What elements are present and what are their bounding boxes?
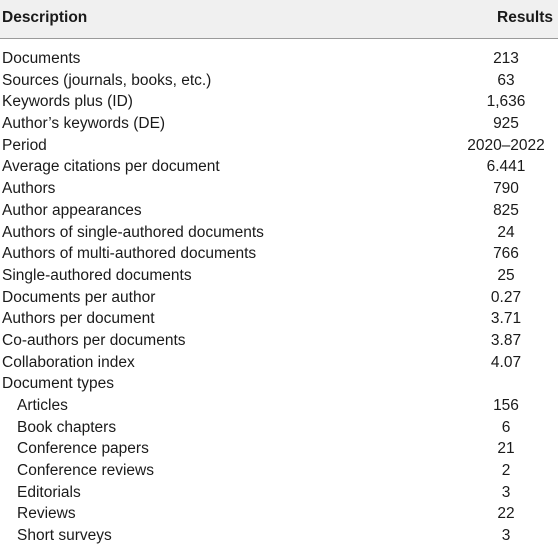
row-description: Authors of single-authored documents	[2, 223, 264, 241]
table-row	[0, 503, 558, 525]
table-row	[0, 265, 558, 287]
row-result: 3.87	[490, 331, 522, 349]
table-row	[0, 91, 558, 113]
table-row	[0, 395, 558, 417]
row-result: 24	[497, 223, 515, 241]
row-result: 3.71	[490, 310, 522, 328]
table-row	[0, 135, 558, 157]
table-row	[0, 460, 558, 482]
row-description: Conference reviews	[17, 462, 154, 480]
table-row	[0, 373, 558, 395]
row-result: 3	[501, 483, 511, 501]
row-result: 4.07	[490, 353, 522, 371]
table-row	[0, 482, 558, 504]
table-row	[0, 525, 558, 547]
table-header	[0, 0, 558, 38]
row-result: 25	[497, 266, 515, 284]
table-row	[0, 308, 558, 330]
row-result: 213	[493, 50, 519, 67]
table-row	[0, 48, 558, 70]
row-result: 2020–2022	[467, 136, 545, 154]
header-description: Description	[2, 9, 88, 26]
row-description: Period	[2, 136, 47, 154]
row-description: Co-authors per documents	[2, 331, 186, 349]
row-result: 825	[493, 201, 519, 219]
row-result: 766	[493, 245, 519, 263]
table-row	[0, 178, 558, 200]
table-row	[0, 200, 558, 222]
row-description: Collaboration index	[2, 353, 135, 371]
header-results: Results	[497, 9, 553, 26]
row-description: Document types	[2, 375, 114, 393]
row-description: Conference papers	[17, 440, 149, 458]
row-description: Editorials	[17, 483, 81, 501]
row-result: 63	[497, 71, 515, 89]
table-row	[0, 243, 558, 265]
row-result: 6	[501, 418, 511, 436]
row-description: Authors	[2, 180, 56, 198]
row-description: Authors of multi-authored documents	[2, 245, 257, 263]
table-row	[0, 438, 558, 460]
row-description: Keywords plus (ID)	[2, 93, 133, 111]
row-description: Documents	[2, 50, 81, 67]
row-result: 2	[501, 462, 511, 480]
row-description: Authors per document	[2, 310, 155, 328]
row-description: Average citations per document	[2, 158, 220, 176]
row-description: Author’s keywords (DE)	[2, 115, 166, 133]
table-row	[0, 417, 558, 439]
row-result: 21	[497, 440, 515, 458]
table-row	[0, 113, 558, 135]
table-row	[0, 222, 558, 244]
row-description: Articles	[17, 397, 68, 414]
row-description: Documents per author	[2, 288, 156, 306]
row-description: Author appearances	[2, 201, 142, 219]
table-row	[0, 156, 558, 178]
row-result: 3	[501, 527, 511, 545]
header-divider	[0, 38, 558, 39]
table-row	[0, 70, 558, 92]
row-result: 6.441	[486, 158, 526, 176]
table-row	[0, 330, 558, 352]
row-description: Single-authored documents	[2, 266, 192, 284]
row-description: Short surveys	[17, 527, 112, 545]
row-result: 0.27	[490, 288, 522, 306]
row-result: 925	[493, 115, 519, 133]
row-result: 156	[493, 397, 519, 414]
row-description: Book chapters	[17, 418, 117, 436]
table-row	[0, 352, 558, 374]
table-row	[0, 287, 558, 309]
row-result: 1,636	[486, 93, 526, 111]
row-result: 790	[493, 180, 519, 198]
table-body	[0, 48, 558, 547]
row-result: 22	[497, 505, 515, 523]
row-description: Sources (journals, books, etc.)	[2, 71, 212, 89]
row-description: Reviews	[17, 505, 76, 523]
